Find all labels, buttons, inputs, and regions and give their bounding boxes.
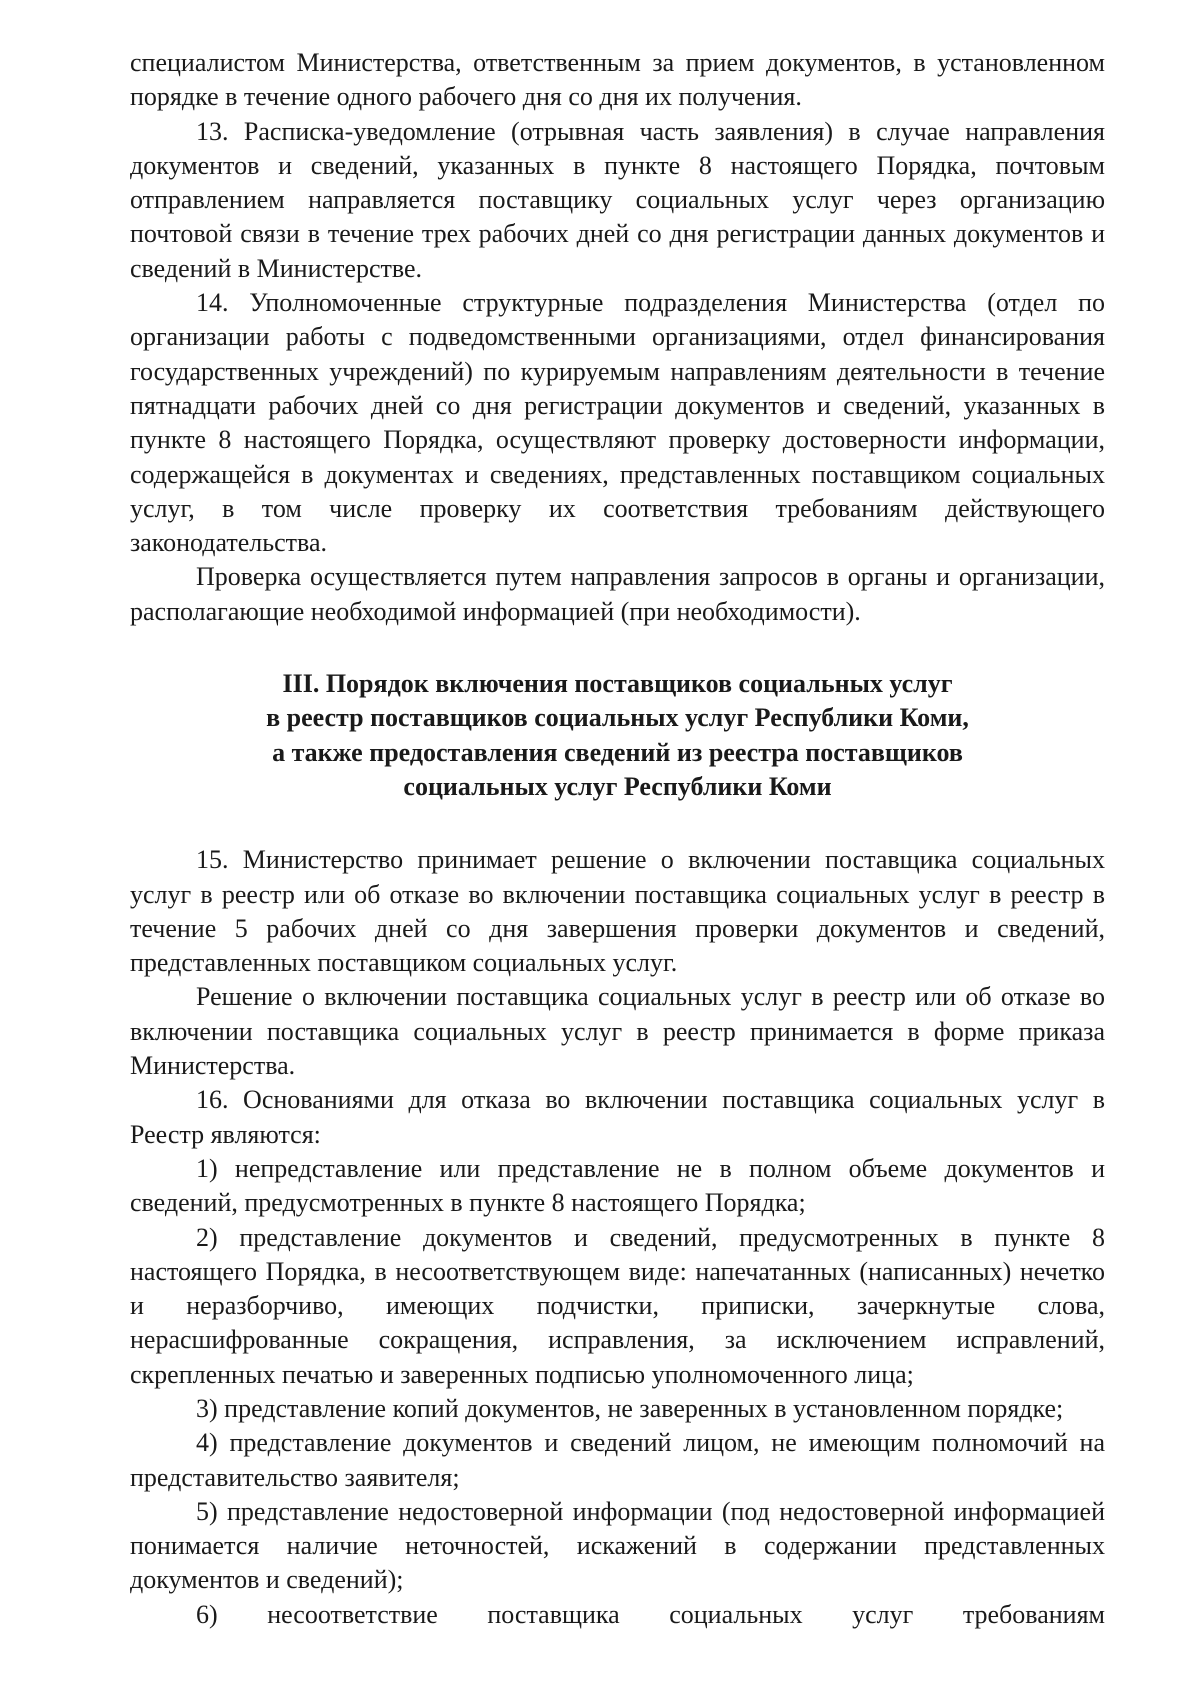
paragraph-item-16: 16. Основаниями для отказа во включении поставщика социальных услуг в Реестр являются: xyxy=(130,1085,1105,1149)
paragraph-verification: Проверка осуществляется путем направления запросов в органы и организации, располагающие необходимой информацией (при необходимости). xyxy=(130,562,1105,626)
paragraph-item-14: 14. Уполномоченные структурные подразделения Министерства (отдел по организации работы с подведомственными организациями, отдел финансирования государственных учреждений) по курируемым направлениям деятельности в течение пятнадцати рабочих дней со дня регистрации документов и сведений, указанных в пункте 8 настоящего Порядка, осуществляют проверку достоверности информации, содержащейся в документах и сведениях, представленных поставщиком социальных услуг, в том числе проверку их соответствия требованиям действующего законодательства. xyxy=(130,288,1105,558)
section-heading-line: а также предоставления сведений из реестра поставщиков xyxy=(272,737,963,767)
list-item-6: 6) несоответствие поставщика социальных услуг требованиям xyxy=(196,1599,1105,1629)
section-heading xyxy=(130,667,1105,804)
paragraph-continuation: специалистом Министерства, ответственным за прием документов, в установленном порядке в течение одного рабочего дня со дня их получения. xyxy=(130,48,1105,112)
list-item-5: 5) представление недостоверной информации (под недостоверной информацией понимается наличие неточностей, искажений в содержании представленных документов и сведений); xyxy=(130,1496,1105,1595)
paragraph-item-13: 13. Расписка-уведомление (отрывная часть заявления) в случае направления документов и сведений, указанных в пункте 8 настоящего Порядка, почтовым отправлением направляется поставщику социальных услуг через организацию почтовой связи в течение трех рабочих дней со дня регистрации данных документов и сведений в Министерстве. xyxy=(130,116,1105,283)
list-item-2: 2) представление документов и сведений, предусмотренных в пункте 8 настоящего Порядка, в несоответствующем виде: напечатанных (написанных) нечетко и неразборчиво, имеющих подчистки, приписки, зачеркнутые слова, нерасшифрованные сокращения, исправления, за исключением исправлений, скрепленных печатью и заверенных подписью уполномоченного лица; xyxy=(130,1222,1105,1389)
paragraph-decision: Решение о включении поставщика социальных услуг в реестр или об отказе во включении поставщика социальных услуг в реестр принимается в форме приказа Министерства. xyxy=(130,982,1105,1081)
paragraph-item-15: 15. Министерство принимает решение о включении поставщика социальных услуг в реестр или об отказе во включении поставщика социальных услуг в реестр в течение 5 рабочих дней со дня завершения проверки документов и сведений, представленных поставщиком социальных услуг. xyxy=(130,845,1105,978)
list-item-3: 3) представление копий документов, не заверенных в установленном порядке; xyxy=(196,1393,1064,1423)
list-item-1: 1) непредставление или представление не в полном объеме документов и сведений, предусмотренных в пункте 8 настоящего Порядка; xyxy=(130,1153,1105,1218)
list-item-4: 4) представление документов и сведений лицом, не имеющим полномочий на представительство заявителя; xyxy=(130,1428,1105,1492)
section-heading-line: III. Порядок включения поставщиков социальных услуг xyxy=(282,669,953,699)
section-heading-line: в реестр поставщиков социальных услуг Республики Коми, xyxy=(266,703,969,733)
section-heading-line: социальных услуг Республики Коми xyxy=(403,771,832,801)
document-page xyxy=(130,46,1105,1632)
